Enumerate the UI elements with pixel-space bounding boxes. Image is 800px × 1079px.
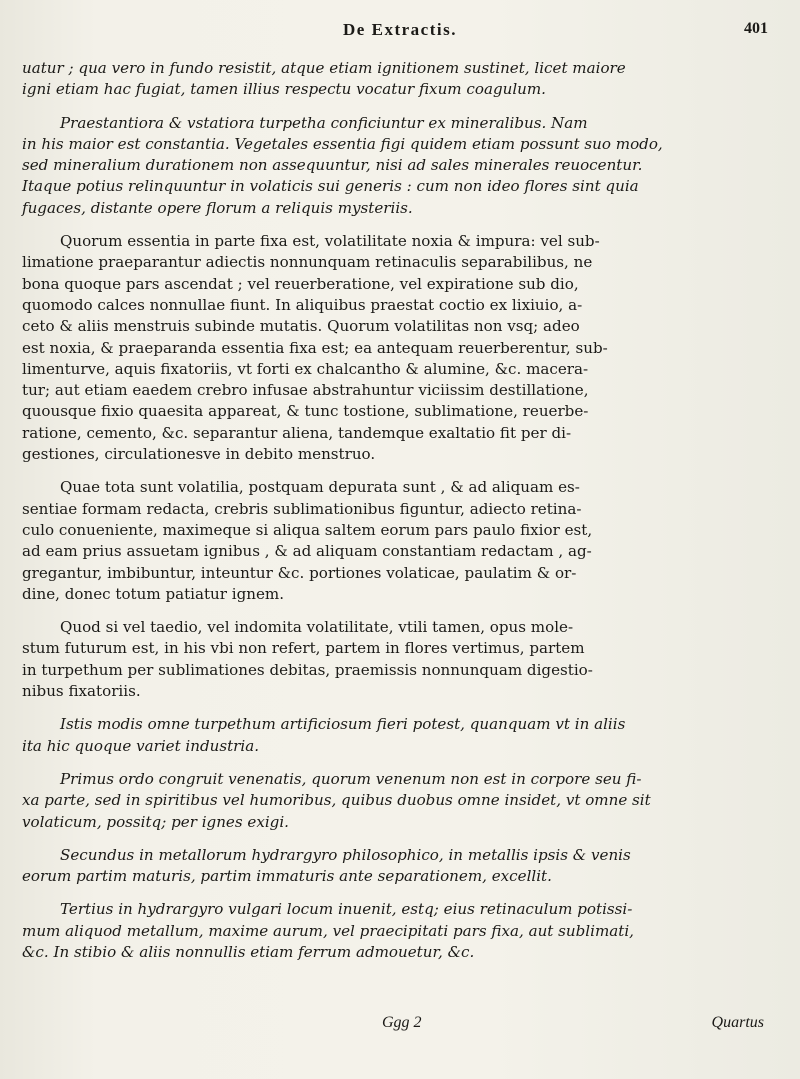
text-line: Istis modis omne turpethum artificiosum fieri potest, quanquam vt in aliis — [60, 715, 626, 734]
text-line: ceto & aliis menstruis subinde mutatis. Quorum volatilitas non vsq; adeo — [22, 317, 580, 336]
text-line: nibus fixatoriis. — [22, 682, 141, 701]
text-line: Secundus in metallorum hydrargyro philosophico, in metallis ipsis & venis — [60, 845, 631, 864]
text-line: Quorum essentia in parte fixa est, volatilitate noxia & impura: vel sub- — [60, 232, 600, 251]
body-text — [22, 58, 782, 963]
paragraph-gap — [22, 757, 782, 769]
text-line: quomodo calces nonnullae fiunt. In aliquibus praestat coctio ex lixiuio, a- — [22, 295, 583, 314]
text-line: volaticum, possitq; per ignes exigi. — [22, 812, 289, 831]
text-line: bona quoque pars ascendat ; vel reuerberatione, vel expiratione sub dio, — [22, 274, 579, 293]
text-line: ita hic quoque variet industria. — [22, 736, 260, 755]
text-line: gregantur, imbibuntur, inteuntur &c. portiones volaticae, paulatim & or- — [22, 563, 577, 582]
text-line: quousque fixio quaesita appareat, & tunc tostione, sublimatione, reuerbe- — [22, 402, 589, 421]
text-line: tur; aut etiam eaedem crebro infusae abstrahuntur viciissim destillatione, — [22, 381, 589, 400]
text-line: gestiones, circulationesve in debito menstruo. — [22, 445, 376, 464]
text-line: fugaces, distante opere florum a reliquis mysteriis. — [22, 198, 413, 217]
paragraph-gap — [22, 833, 782, 845]
paragraph-gap — [22, 605, 782, 617]
paragraph — [22, 845, 782, 888]
paragraph — [22, 231, 782, 465]
text-line: Itaque potius relinquuntur in volaticis sui generis : cum non ideo flores sint quia — [22, 177, 639, 196]
text-line: Quae tota sunt volatilia, postquam depurata sunt , & ad aliquam es- — [60, 478, 580, 497]
text-line: in turpethum per sublimationes debitas, praemissis nonnunquam digestio- — [22, 660, 593, 679]
text-line: Tertius in hydrargyro vulgari locum inuenit, estq; eius retinaculum potissi- — [60, 900, 633, 919]
text-line: limenturve, aquis fixatoriis, vt forti ex chalcantho & alumine, &c. macera- — [22, 359, 589, 378]
paragraph — [22, 113, 782, 219]
text-line: sentiae formam redacta, crebris sublimationibus figuntur, adiecto retina- — [22, 499, 582, 518]
text-line: mum aliquod metallum, maxime aurum, vel praecipitati pars fixa, aut sublimati, — [22, 921, 634, 940]
paragraph — [22, 899, 782, 963]
running-head: De Extractis. — [343, 20, 457, 39]
paragraph-gap — [22, 702, 782, 714]
text-line: Primus ordo congruit venenatis, quorum venenum non est in corpore seu fi- — [60, 769, 642, 788]
text-line: uatur ; qua vero in fundo resistit, atque etiam ignitionem sustinet, licet maiore — [22, 59, 626, 77]
paragraph — [22, 477, 782, 605]
text-line: ad eam prius assuetam ignibus , & ad aliquam constantiam redactam , ag- — [22, 542, 592, 561]
paragraph — [22, 769, 782, 833]
text-line: limatione praeparantur adiectis nonnunquam retinaculis separabilibus, ne — [22, 253, 593, 272]
paragraph-gap — [22, 465, 782, 477]
text-line: stum futurum est, in his vbi non refert, partem in flores vertimus, partem — [22, 639, 585, 658]
text-line: Quod si vel taedio, vel indomita volatilitate, vtili tamen, opus mole- — [60, 618, 574, 637]
page-header — [20, 14, 780, 44]
text-line: culo conueniente, maximeque si aliqua saltem eorum pars paulo fixior est, — [22, 520, 593, 539]
text-line: sed mineralium durationem non assequuntur, nisi ad sales minerales reuocentur. — [22, 156, 643, 175]
text-line: est noxia, & praeparanda essentia fixa est; ea antequam reuerberentur, sub- — [22, 338, 608, 357]
page-number: 401 — [744, 20, 768, 37]
paragraph — [22, 714, 782, 757]
text-line: eorum partim maturis, partim immaturis ante separationem, excellit. — [22, 867, 552, 886]
text-line: in his maior est constantia. Vegetales essentia figi quidem etiam possunt suo modo, — [22, 134, 663, 153]
text-line: igni etiam hac fugiat, tamen illius respectu vocatur fixum coagulum. — [22, 80, 546, 99]
paragraph-gap — [22, 887, 782, 899]
text-line: &c. In stibio & aliis nonnullis etiam ferrum admouetur, &c. — [22, 942, 475, 961]
page-footer — [0, 1010, 800, 1040]
paragraph-gap — [22, 219, 782, 231]
text-line: xa parte, sed in spiritibus vel humoribus, quibus duobus omne insidet, vt omne sit — [22, 791, 651, 810]
paragraph-gap — [22, 101, 782, 113]
text-line: dine, donec totum patiatur ignem. — [22, 584, 285, 603]
paragraph — [22, 617, 782, 702]
text-line: ratione, cemento, &c. separantur aliena, tandemque exaltatio fit per di- — [22, 423, 572, 442]
catchword: Quartus — [711, 1014, 764, 1031]
paragraph — [22, 58, 782, 101]
text-line: Praestantiora & vstatiora turpetha conficiuntur ex mineralibus. Nam — [60, 113, 588, 132]
signature-mark: Ggg 2 — [382, 1014, 422, 1031]
